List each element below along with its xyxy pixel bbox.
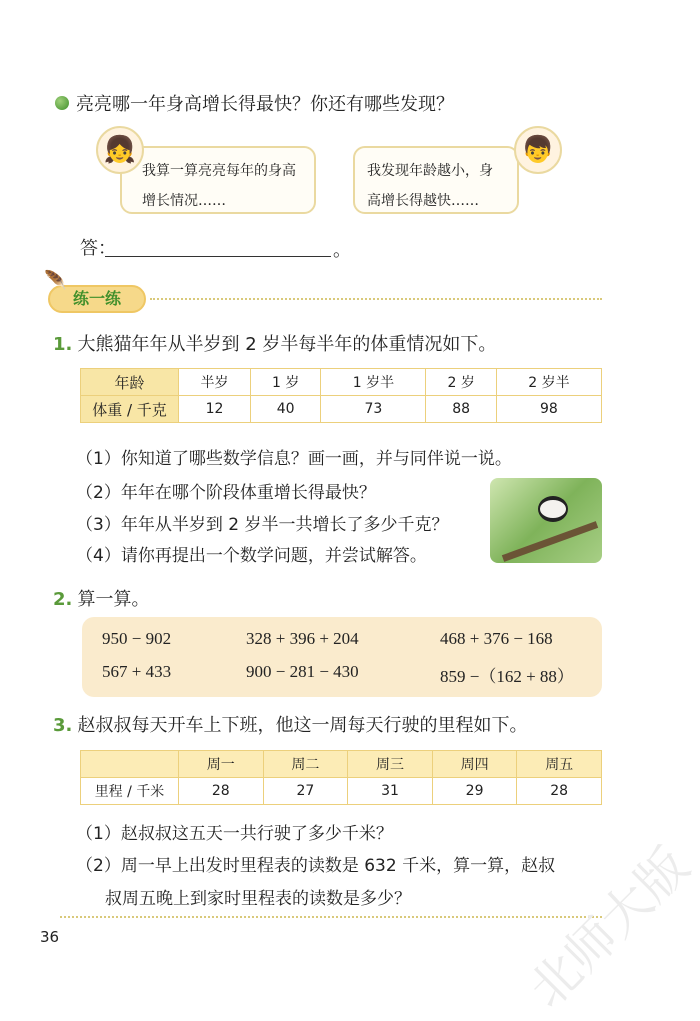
watermark: 北师大版 [517,836,700,1019]
table-cell: 40 [250,396,320,423]
expression: 328 + 396 + 204 [246,629,359,648]
page-number: 36 [40,928,60,946]
expression: 567 + 433 [102,662,172,681]
ex3-item: （2）周一早上出发时里程表的读数是 632 千米，算一算，赵叔 [76,856,556,876]
table-header: 周二 [263,751,348,778]
table-header: 2 岁半 [496,369,601,396]
mileage-table [80,750,602,805]
table-header: 周一 [179,751,264,778]
ex2-title: 算一算。 [77,589,150,610]
table-cell: 28 [179,778,264,805]
table-cell: 73 [321,396,426,423]
feather-icon: 🪶 [44,270,67,291]
ex1-item: （2）年年在哪个阶段体重增长得最快？ [76,483,376,503]
panda-weight-table [80,368,602,423]
ex2-heading [53,585,149,611]
table-row [81,369,602,396]
expression: 950 − 902 [102,629,172,648]
table-cell: 体重 / 千克 [81,396,179,423]
ex3-heading [53,711,527,737]
expression: 900 − 281 − 430 [246,662,359,681]
discussion-question: 亮亮哪一年身高增长得最快？你还有哪些发现？ [76,94,454,115]
table-header: 年龄 [81,369,179,396]
calc-box [82,617,602,697]
table-row [81,778,602,805]
answer-label: 答： [80,238,116,259]
ex1-number: 1. [53,334,73,355]
panda-photo [490,478,602,563]
table-header [81,751,179,778]
boy-avatar-icon: 👦 [514,126,562,174]
table-header: 周五 [517,751,602,778]
table-header: 周三 [348,751,433,778]
bubble-right [353,146,519,214]
table-cell: 31 [348,778,433,805]
practice-badge: 练一练 [48,285,146,313]
table-header: 1 岁 [250,369,320,396]
table-cell: 27 [263,778,348,805]
ex1-item: （3）年年从半岁到 2 岁半一共增长了多少千克？ [76,515,449,535]
ex1-title: 大熊猫年年从半岁到 2 岁半每半年的体重情况如下。 [77,334,497,355]
table-cell: 88 [426,396,496,423]
ex3-item: （1）赵叔叔这五天一共行驶了多少千米？ [76,824,393,844]
table-cell: 里程 / 千米 [81,778,179,805]
expression: 468 + 376 − 168 [440,629,553,648]
ex3-number: 3. [53,715,73,736]
ex2-number: 2. [53,589,73,610]
ex1-item: （1）你知道了哪些数学信息？画一画，并与同伴说一说。 [76,449,512,469]
expression: 859 −（162 + 88） [440,667,574,686]
divider [150,298,602,300]
table-cell: 98 [496,396,601,423]
bubble-left [120,146,316,214]
ex3-item-continued: 叔周五晚上到家时里程表的读数是多少？ [105,889,411,909]
table-cell: 12 [179,396,251,423]
table-row [81,396,602,423]
bullet-icon [55,96,69,110]
table-header: 2 岁 [426,369,496,396]
table-header: 1 岁半 [321,369,426,396]
girl-avatar-icon: 👧 [96,126,144,174]
table-row [81,751,602,778]
table-cell: 28 [517,778,602,805]
bubble-right-text: 我发现年龄越小，身高增长得越快…… [367,163,493,209]
answer-line[interactable] [105,256,331,257]
answer-end: 。 [333,240,351,261]
table-header: 周四 [432,751,517,778]
ex3-title: 赵叔叔每天开车上下班，他这一周每天行驶的里程如下。 [77,715,528,736]
table-header: 半岁 [179,369,251,396]
ex1-heading [53,330,496,356]
ex1-item: （4）请你再提出一个数学问题，并尝试解答。 [76,546,427,566]
table-cell: 29 [432,778,517,805]
bubble-left-text: 我算一算亮亮每年的身高增长情况…… [142,163,296,209]
bottom-divider [60,916,602,918]
